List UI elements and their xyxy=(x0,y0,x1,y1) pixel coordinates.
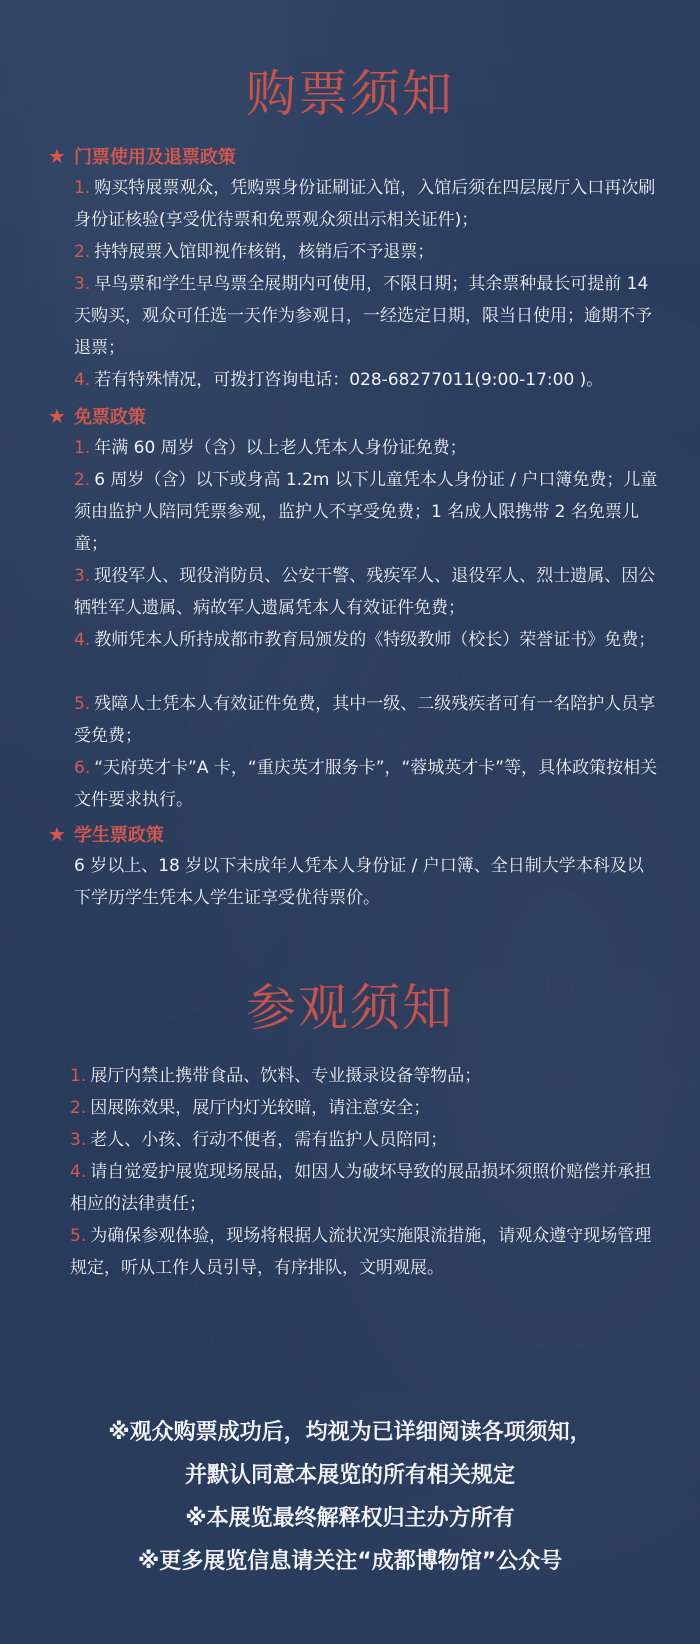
item-text: 持特展票入馆即视作核销，核销后不予退票； xyxy=(94,242,435,262)
item-number: 3. xyxy=(70,1130,87,1150)
list-item xyxy=(74,850,660,914)
list-item xyxy=(70,1092,660,1124)
item-text: 年满 60 周岁（含）以上老人凭本人身份证免费； xyxy=(94,438,467,458)
list-item xyxy=(74,364,660,396)
final-notice-line: ※观众购票成功后，均视为已详细阅读各项须知， xyxy=(108,1420,592,1445)
item-number: 1. xyxy=(74,178,91,198)
item-number: 4. xyxy=(70,1162,87,1182)
item-number: 1. xyxy=(70,1066,87,1086)
item-text: “天府英才卡”A 卡，“重庆英才服务卡”，“蓉城英才卡”等，具体政策按相关文件要求执行。 xyxy=(74,758,658,810)
item-text: 老人、小孩、行动不便者，需有监护人员陪同； xyxy=(90,1130,448,1150)
section-heading-refund-policy xyxy=(48,143,236,169)
item-text: 6 周岁（含）以下或身高 1.2m 以下儿童凭本人身份证 / 户口簿免费；儿童须由监护人陪同凭票参观，监护人不享受免费；1 名成人限携带 2 名免票儿童； xyxy=(74,470,658,554)
final-notice-line: ※更多展览信息请关注“成都博物馆”公众号 xyxy=(137,1549,563,1574)
star-icon: ★ xyxy=(48,822,66,846)
item-text: 若有特殊情况，可拨打咨询电话：028-68277011(9:00-17:00 )。 xyxy=(94,370,604,390)
item-number: 4. xyxy=(74,370,91,390)
item-number: 5. xyxy=(74,694,91,714)
item-text: 购买特展票观众，凭购票身份证刷证入馆，入馆后须在四层展厅入口再次刷身份证核验(享受优待票和免票观众须出示相关证件)； xyxy=(74,178,656,230)
list-item xyxy=(74,172,660,236)
section-heading-label: 门票使用及退票政策 xyxy=(73,147,236,168)
star-icon: ★ xyxy=(48,404,66,428)
section-heading-label: 免票政策 xyxy=(73,407,146,428)
item-text: 教师凭本人所持成都市教育局颁发的《特级教师（校长）荣誉证书》免费； xyxy=(94,630,656,650)
item-text: 早鸟票和学生早鸟票全展期内可使用，不限日期；其余票种最长可提前 14 天购买，观众可任选一天作为参观日，一经选定日期，限当日使用；逾期不予退票； xyxy=(74,274,652,358)
final-notice-line: ※本展览最终解释权归主办方所有 xyxy=(185,1506,515,1531)
list-item xyxy=(74,464,660,560)
list-item xyxy=(70,1220,660,1284)
item-number: 3. xyxy=(74,274,91,294)
item-number: 2. xyxy=(74,242,91,262)
section-heading-label: 学生票政策 xyxy=(73,825,164,846)
section-heading-student-ticket xyxy=(48,821,164,847)
item-number: 4. xyxy=(74,630,91,650)
section-heading-free-ticket xyxy=(48,403,146,429)
item-number: 2. xyxy=(74,470,91,490)
list-item xyxy=(74,236,660,268)
list-item xyxy=(74,624,660,656)
list-item xyxy=(70,1124,660,1156)
ticket-notice-title: 购票须知 xyxy=(246,65,454,123)
list-item xyxy=(74,688,660,752)
item-number: 5. xyxy=(70,1226,87,1246)
star-icon: ★ xyxy=(48,144,66,168)
item-number: 3. xyxy=(74,566,91,586)
item-text: 为确保参观体验，现场将根据人流状况实施限流措施，请观众遵守现场管理规定，听从工作人员引导，有序排队，文明观展。 xyxy=(70,1226,652,1278)
visit-notice-title: 参观须知 xyxy=(246,979,454,1037)
item-number: 2. xyxy=(70,1098,87,1118)
item-number: 6. xyxy=(74,758,91,778)
list-item xyxy=(74,752,660,816)
list-item xyxy=(70,1156,660,1220)
item-text: 残障人士凭本人有效证件免费，其中一级、二级残疾者可有一名陪护人员享受免费； xyxy=(74,694,656,746)
item-text: 请自觉爱护展览现场展品，如因人为破坏导致的展品损坏须照价赔偿并承担相应的法律责任； xyxy=(70,1162,652,1214)
item-text: 展厅内禁止携带食品、饮料、专业摄录设备等物品； xyxy=(90,1066,482,1086)
list-item xyxy=(74,432,660,464)
list-item xyxy=(74,560,660,624)
item-number: 1. xyxy=(74,438,91,458)
list-item xyxy=(70,1060,660,1092)
final-notice-line: 并默认同意本展览的所有相关规定 xyxy=(184,1463,515,1488)
item-text: 现役军人、现役消防员、公安干警、残疾军人、退役军人、烈士遗属、因公牺牲军人遗属、病故军人遗属凭本人有效证件免费； xyxy=(74,566,656,618)
item-text: 6 岁以上、18 岁以下未成年人凭本人身份证 / 户口簿、全日制大学本科及以下学历学生凭本人学生证享受优待票价。 xyxy=(74,856,644,908)
item-text: 因展陈效果，展厅内灯光较暗，请注意安全； xyxy=(90,1098,431,1118)
list-item xyxy=(74,268,660,364)
